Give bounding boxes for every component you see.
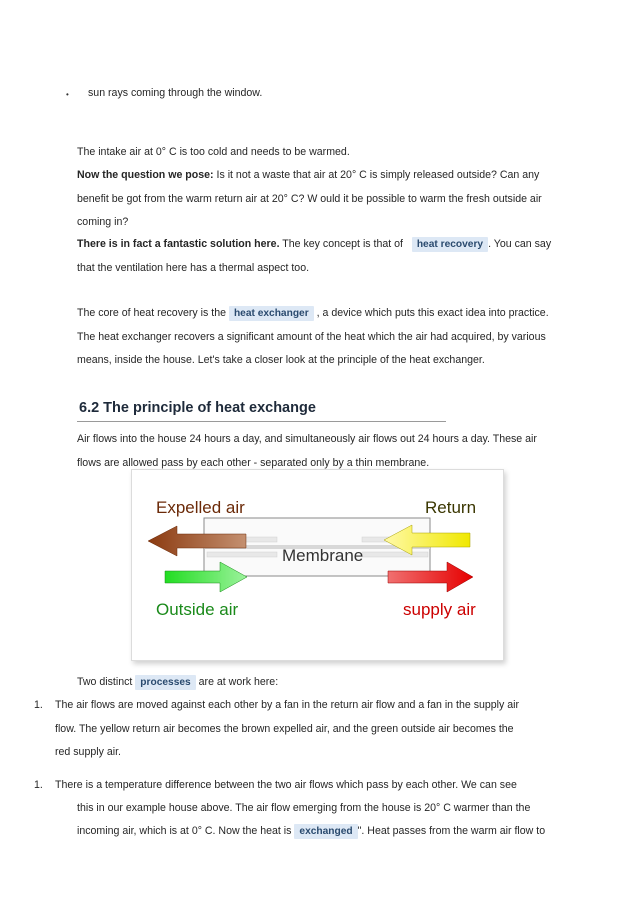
text-span: ". Heat passes from the warm air flow to [357, 825, 546, 837]
list-line: this in our example house above. The air flow emerging from the house is 20° C warmer than the [77, 802, 531, 814]
text-span: . You can say [488, 238, 552, 250]
text-span: Is it not a waste that air at 20° C is simply released outside? Can any [213, 169, 540, 181]
text-span: are at work here: [195, 676, 279, 688]
bold-lead: There is in fact a fantastic solution here. [77, 238, 280, 250]
label-membrane: Membrane [282, 546, 364, 565]
label-return: Return [425, 498, 477, 517]
label-expelled-air: Expelled air [156, 498, 245, 517]
highlight-exchanged: exchanged [294, 824, 357, 839]
list-line: There is a temperature difference between the two air flows which pass by each other. We can see [55, 779, 517, 791]
section-heading: 6.2 The principle of heat exchange [79, 400, 316, 416]
highlight-processes: processes [135, 675, 195, 690]
list-line [77, 824, 545, 839]
paragraph-line: means, inside the house. Let's take a closer look at the principle of the heat exchanger. [77, 354, 485, 366]
list-line: red supply air. [55, 746, 121, 758]
paragraph-line [77, 675, 278, 690]
paragraph-line: that the ventilation here has a thermal aspect too. [77, 262, 310, 274]
list-line: flow. The yellow return air becomes the brown expelled air, and the green outside air becomes the [55, 723, 514, 735]
list-bullet: • [66, 90, 69, 99]
list-line: The air flows are moved against each other by a fan in the return air flow and a fan in the supply air [55, 699, 520, 711]
text-span: The core of heat recovery is the [77, 307, 226, 319]
paragraph-line: The heat exchanger recovers a significant amount of the heat which the air had acquired, by various [77, 331, 546, 343]
list-number: 1. [34, 779, 43, 791]
paragraph-line [77, 237, 551, 252]
label-supply-air: supply air [403, 600, 476, 619]
bullet-text: sun rays coming through the window. [88, 87, 263, 99]
text-span: The key concept is that of [279, 238, 403, 250]
paragraph-line: The intake air at 0° C is too cold and needs to be warmed. [77, 146, 350, 158]
bold-lead: Now the question we pose: [77, 169, 214, 181]
paragraph-line [77, 168, 539, 182]
highlight-heat-recovery: heat recovery [412, 237, 488, 252]
text-span: incoming air, which is at 0° C. Now the heat is [77, 825, 292, 837]
highlight-heat-exchanger: heat exchanger [229, 306, 314, 321]
paragraph-line: coming in? [77, 216, 129, 228]
heading-rule [77, 421, 446, 422]
paragraph-line: benefit be got from the warm return air at 20° C? W ould it be possible to warm the fresh outside air [77, 193, 542, 205]
paragraph-line [77, 306, 549, 321]
heat-exchange-figure [131, 469, 504, 661]
text-span: , a device which puts this exact idea into practice. [313, 307, 549, 319]
paragraph-line: Air flows into the house 24 hours a day, and simultaneously air flows out 24 hours a day. These air [77, 433, 537, 445]
list-number: 1. [34, 699, 43, 711]
label-outside-air: Outside air [156, 600, 239, 619]
paragraph-line: flows are allowed pass by each other - separated only by a thin membrane. [77, 457, 430, 469]
text-span: Two distinct [77, 676, 133, 688]
